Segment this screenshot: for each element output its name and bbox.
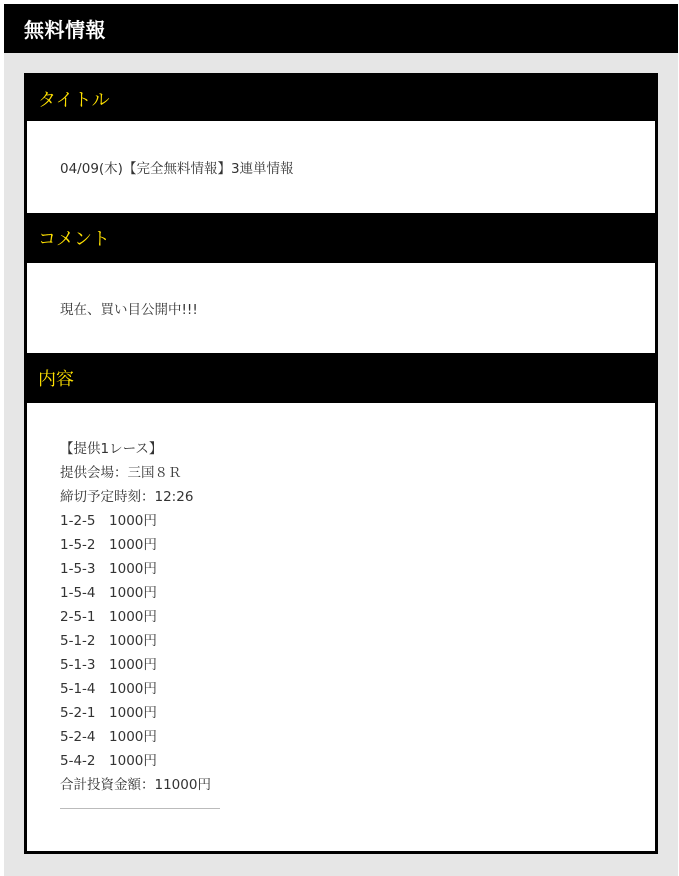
content-line: 合計投資金額：11000円 <box>60 777 211 793</box>
content-line: 5-1-4 1000円 <box>60 681 157 697</box>
content-line: 1-2-5 1000円 <box>60 513 157 529</box>
content-line: 締切予定時刻：12:26 <box>60 489 194 505</box>
page-header <box>4 4 678 53</box>
content-line: 5-4-2 1000円 <box>60 753 157 769</box>
content-line: 1-5-2 1000円 <box>60 537 157 553</box>
content-section-heading <box>27 353 655 403</box>
comment-section-body <box>27 263 655 353</box>
page-title: 無料情報 <box>24 18 106 42</box>
title-section-body <box>27 121 655 213</box>
content-line: 提供会場：三国８Ｒ <box>60 465 182 481</box>
content-section-body <box>27 403 655 854</box>
info-card <box>24 73 658 854</box>
content-heading-label: 内容 <box>38 369 74 390</box>
title-heading-label: タイトル <box>38 89 110 111</box>
comment-text: 現在、買い目公開中!!! <box>60 302 198 318</box>
comment-heading-label: コメント <box>38 229 110 250</box>
content-line: 5-1-2 1000円 <box>60 633 157 649</box>
divider <box>60 808 220 809</box>
content-line: 5-2-1 1000円 <box>60 705 157 721</box>
content-line: 5-2-4 1000円 <box>60 729 157 745</box>
content-line: 【提供1レース】 <box>60 441 163 457</box>
content-line: 5-1-3 1000円 <box>60 657 157 673</box>
content-line: 1-5-3 1000円 <box>60 561 157 577</box>
comment-section-heading <box>27 213 655 263</box>
content-line: 2-5-1 1000円 <box>60 609 157 625</box>
title-section-heading <box>27 76 655 121</box>
content-line: 1-5-4 1000円 <box>60 585 157 601</box>
title-text: 04/09(木)【完全無料情報】3連単情報 <box>60 161 294 177</box>
